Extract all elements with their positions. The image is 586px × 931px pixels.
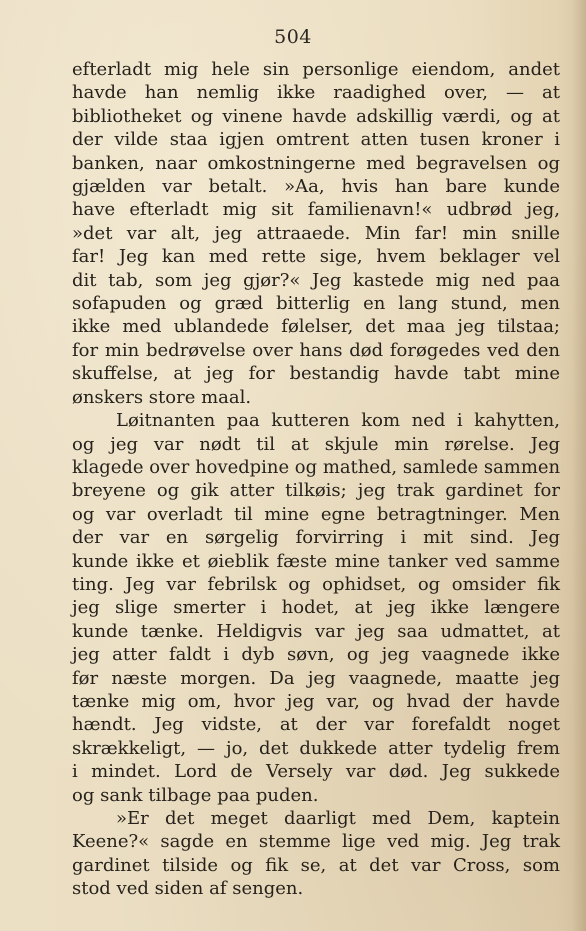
text-line: Løitnanten paa kutteren kom ned i kahytten, — [116, 410, 560, 432]
text-line: og var overladt til mine egne betragtninger. Men — [72, 503, 560, 525]
text-line: Keene?« sagde en stemme lige ved mig. Jeg trak — [72, 831, 560, 853]
text-line: tænke mig om, hvor jeg var, og hvad der havde — [72, 690, 560, 712]
text-line: banken, naar omkostningerne med begravelsen og — [72, 152, 560, 174]
text-line: klagede over hovedpine og mathed, samlede sammen — [72, 456, 560, 478]
text-line: og jeg var nødt til at skjule min rørelse. Jeg — [72, 433, 560, 455]
text-line: i mindet. Lord de Versely var død. Jeg sukkede — [72, 761, 560, 783]
text-line: og sank tilbage paa puden. — [72, 784, 319, 806]
text-line: skrækkeligt, — jo, det dukkede atter tydelig frem — [72, 737, 560, 759]
text-line: der var en sørgelig forvirring i mit sind. Jeg — [72, 527, 560, 549]
text-line: sofapuden og græd bitterlig en lang stund, men — [72, 293, 560, 315]
text-line: far! Jeg kan med rette sige, hvem beklager vel — [72, 246, 560, 268]
text-line: hændt. Jeg vidste, at der var forefaldt noget — [72, 714, 560, 736]
page-number: 504 — [274, 26, 312, 48]
text-line: breyene og gik atter tilkøis; jeg trak gardinet for — [72, 480, 560, 502]
page-edge-shadow — [572, 0, 586, 931]
text-line: ikke med ublandede følelser, det maa jeg tilstaa; — [72, 316, 560, 338]
text-line: »Er det meget daarligt med Dem, kaptein — [116, 808, 560, 829]
text-line: dit tab, som jeg gjør?« Jeg kastede mig ned paa — [72, 269, 560, 291]
text-line: jeg slige smerter i hodet, at jeg ikke længere — [72, 597, 560, 619]
text-line: bibliotheket og vinene havde adskillig værdi, og at — [72, 105, 560, 127]
text-line: ting. Jeg var febrilsk og ophidset, og omsider fik — [72, 573, 560, 595]
text-line: kunde tænke. Heldigvis var jeg saa udmattet, at — [72, 620, 560, 642]
text-line: »det var alt, jeg attraaede. Min far! min snille — [72, 222, 560, 244]
text-line: gjælden var betalt. »Aa, hvis han bare kunde — [72, 176, 560, 198]
text-line: før næste morgen. Da jeg vaagnede, maatte jeg — [72, 667, 560, 689]
text-line: efterladt mig hele sin personlige eiendom, andet — [72, 59, 560, 80]
text-line: skuffelse, at jeg for bestandig havde tabt mine — [72, 363, 560, 385]
text-line: ønskers store maal. — [72, 386, 252, 408]
text-line: stod ved siden af sengen. — [72, 878, 304, 900]
text-line: gardinet tilside og fik se, at det var Cross, som — [72, 854, 560, 876]
text-line: der vilde staa igjen omtrent atten tusen kroner i — [72, 129, 560, 151]
text-line: have efterladt mig sit familienavn!« udbrød jeg, — [72, 199, 560, 221]
text-line: jeg atter faldt i dyb søvn, og jeg vaagnede ikke — [72, 644, 560, 666]
text-line: havde han nemlig ikke raadighed over, — at — [72, 82, 560, 104]
text-line: for min bedrøvelse over hans død forøgedes ved den — [72, 339, 560, 361]
body-text — [72, 58, 560, 901]
text-line: kunde ikke et øieblik fæste mine tanker ved samme — [72, 550, 560, 572]
